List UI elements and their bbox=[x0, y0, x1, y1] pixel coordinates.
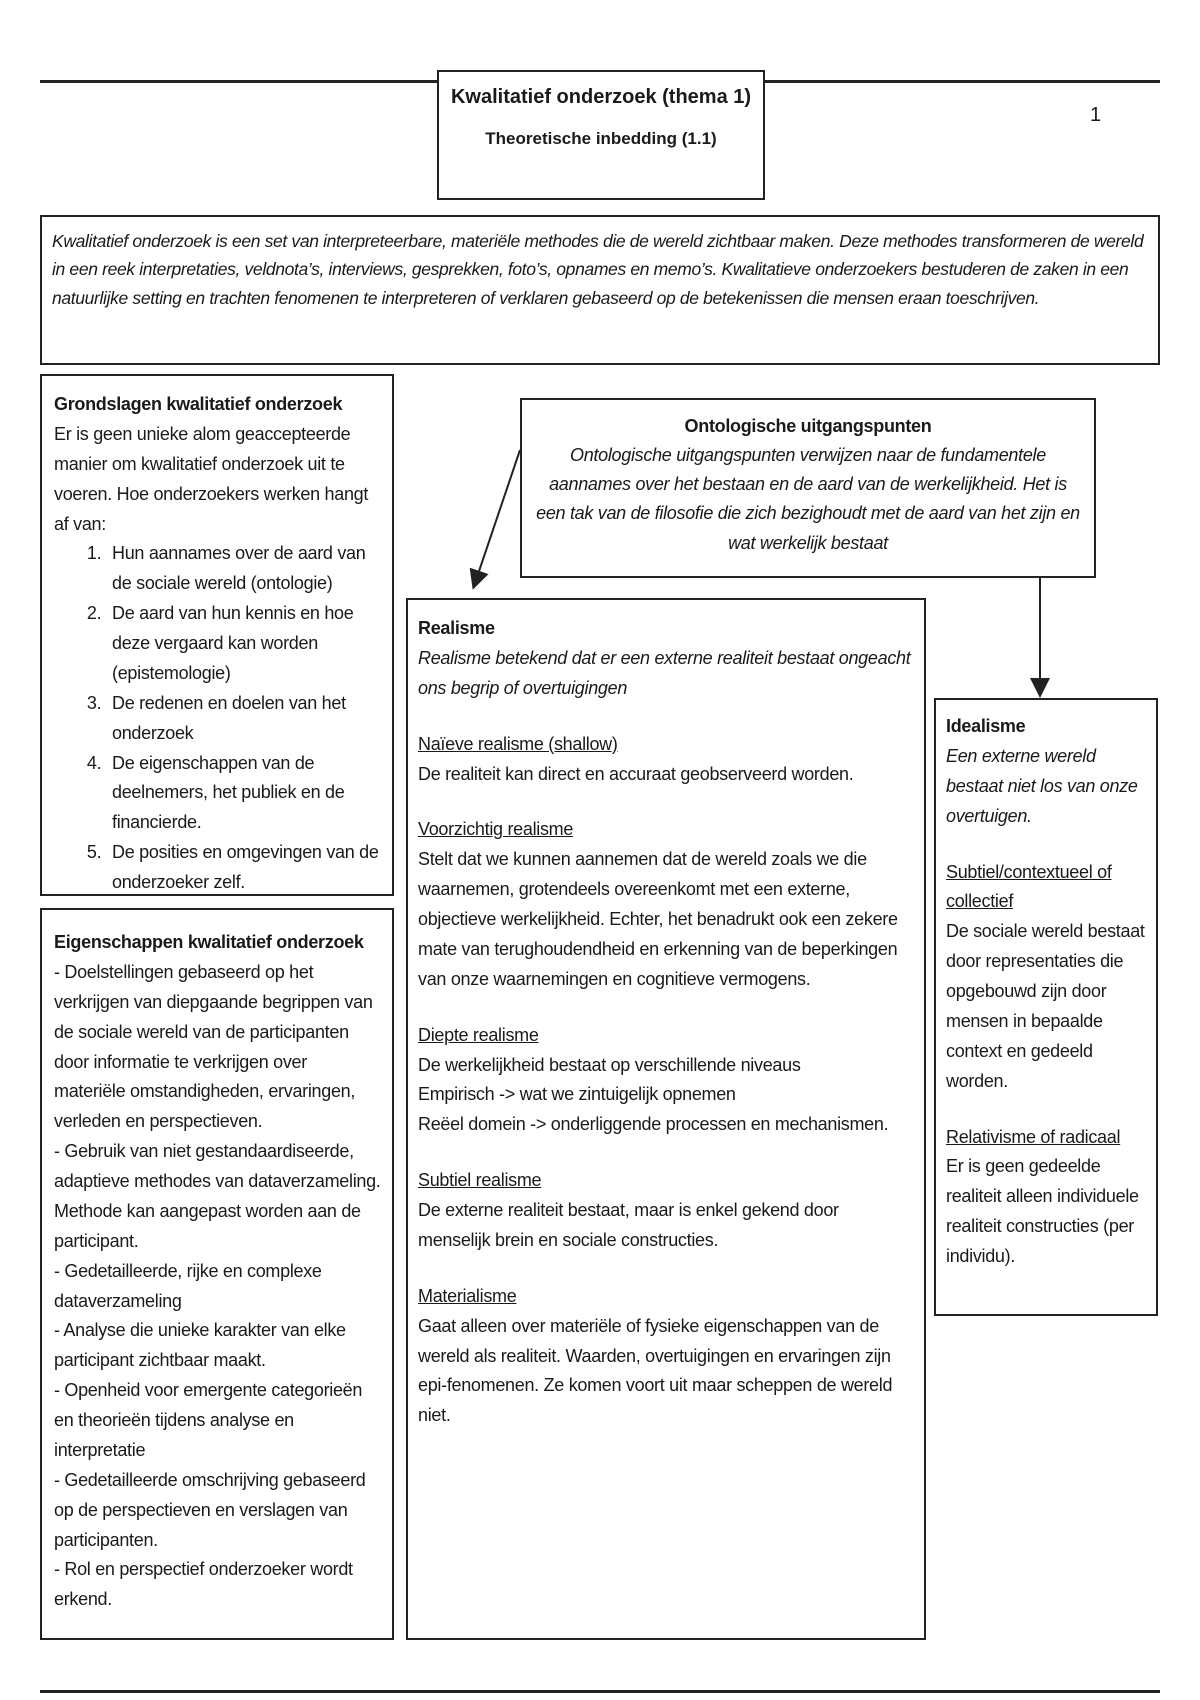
intro-text: Kwalitatief onderzoek is een set van interpreteerbare, materiële methodes die de wereld zichtbaar maken. Deze methodes transformeren de wereld in een reek interpretaties, veldnota’s, interviews, gesprekken, foto’s, opnames en memo’s. Kwalitatieve onderzoekers bestuderen de zaken in een natuurlijke setting en trachten fenomenen te interpreteren of verklaren gebaseerd op de betekenissen die mensen eraan toeschrijven. bbox=[52, 231, 1144, 308]
voorzichtig-realisme-text: Stelt dat we kunnen aannemen dat de wereld zoals we die waarnemen, grotendeels overeenkomt met een externe, objectieve werkelijkheid. Echter, het benadrukt ook een zekere mate van terughoudendheid en erkenning van de beperkingen van onze waarnemingen en cognitieve vermogens. bbox=[418, 849, 898, 989]
list-item: 1. Hun aannames over de aard van de sociale wereld (ontologie) bbox=[106, 539, 382, 599]
list-item: - Doelstellingen gebaseerd op het verkrijgen van diepgaande begrippen van de sociale wereld van de participanten door informatie te verkrijgen over materiële omstandigheden, ervaringen, verleden en perspectieven. bbox=[54, 961, 373, 1132]
voorzichtig-realisme-title: Voorzichtig realisme bbox=[418, 819, 574, 840]
ontologie-heading: Ontologische uitgangspunten bbox=[684, 416, 932, 436]
list-item: 4. De eigenschappen van de deelnemers, het publiek en de financierde. bbox=[106, 749, 382, 839]
diepte-realisme-line: Empirisch -> wat we zintuigelijk opnemen bbox=[418, 1084, 736, 1105]
page-subtitle: Theoretische inbedding (1.1) bbox=[485, 129, 717, 148]
list-item: - Analyse die unieke karakter van elke participant zichtbaar maakt. bbox=[54, 1320, 346, 1371]
list-item: 3. De redenen en doelen van het onderzoek bbox=[106, 689, 382, 749]
eigenschappen-heading: Eigenschappen kwalitatief onderzoek bbox=[54, 932, 364, 952]
list-item: 2. De aard van hun kennis en hoe deze vergaard kan worden (epistemologie) bbox=[106, 599, 382, 689]
list-item: - Openheid voor emergente categorieën en theorieën tijdens analyse en interpretatie bbox=[54, 1380, 363, 1460]
subtiel-realisme-title: Subtiel realisme bbox=[418, 1170, 542, 1191]
realisme-definition: Realisme betekend dat er een externe realiteit bestaat ongeacht ons begrip of overtuigingen bbox=[418, 647, 911, 698]
list-item: - Gedetailleerde, rijke en complexe dataverzameling bbox=[54, 1260, 322, 1311]
list-item: - Rol en perspectief onderzoeker wordt erkend. bbox=[54, 1559, 353, 1610]
naieve-realisme-title: Naïeve realisme (shallow) bbox=[418, 733, 618, 754]
list-item: 5. De posities en omgevingen van de onderzoeker zelf. bbox=[106, 838, 382, 898]
diepte-realisme-line: De werkelijkheid bestaat op verschillende niveaus bbox=[418, 1054, 801, 1075]
relativisme-text: Er is geen gedeelde realiteit alleen individuele realiteit constructies (per individu). bbox=[946, 1156, 1139, 1266]
naieve-realisme-text: De realiteit kan direct en accuraat geobserveerd worden. bbox=[418, 763, 854, 784]
materialisme-text: Gaat alleen over materiële of fysieke eigenschappen van de wereld als realiteit. Waarden, overtuigingen en ervaringen zijn epi-fenomenen. Ze komen voort uit maar scheppen de wereld niet. bbox=[418, 1315, 893, 1426]
page-title: Kwalitatief onderzoek (thema 1) bbox=[450, 86, 752, 108]
arrow-to-realisme bbox=[474, 450, 520, 586]
idealisme-definition: Een externe wereld bestaat niet los van onze overtuigen. bbox=[946, 745, 1138, 826]
page-number: 1 bbox=[1090, 104, 1102, 126]
subtiel-idealisme-text: De sociale wereld bestaat door representaties die opgebouwd zijn door mensen in bepaalde context en gedeeld worden. bbox=[946, 921, 1145, 1091]
idealisme-box bbox=[934, 698, 1158, 1316]
subtiel-idealisme-title: Subtiel/contextueel of collectief bbox=[946, 861, 1112, 912]
diepte-realisme-line: Reëel domein -> onderliggende processen en mechanismen. bbox=[418, 1114, 889, 1135]
grondslagen-text: Er is geen unieke alom geaccepteerde manier om kwalitatief onderzoek uit te voeren. Hoe onderzoekers werken hangt af van: bbox=[54, 423, 369, 534]
list-item: - Gedetailleerde omschrijving gebaseerd op de perspectieven en verslagen van participanten. bbox=[54, 1469, 366, 1550]
realisme-box bbox=[406, 598, 926, 1640]
materialisme-title: Materialisme bbox=[418, 1285, 517, 1306]
realisme-heading: Realisme bbox=[418, 618, 495, 638]
idealisme-heading: Idealisme bbox=[946, 716, 1026, 736]
subtiel-realisme-text: De externe realiteit bestaat, maar is enkel gekend door menselijk brein en sociale constructies. bbox=[418, 1200, 839, 1250]
ontologie-text: Ontologische uitgangspunten verwijzen naar de fundamentele aannames over het bestaan en de aard van de werkelijkheid. Het is een tak van de filosofie die zich bezighoudt met de aard van het zijn en wat werkelijk bestaat bbox=[536, 445, 1080, 553]
list-item: - Gebruik van niet gestandaardiseerde, adaptieve methodes van dataverzameling. Methode kan aangepast worden aan de participant. bbox=[54, 1141, 381, 1251]
relativisme-title: Relativisme of radicaal bbox=[946, 1126, 1121, 1147]
diepte-realisme-title: Diepte realisme bbox=[418, 1024, 539, 1045]
grondslagen-heading: Grondslagen kwalitatief onderzoek bbox=[54, 394, 343, 414]
